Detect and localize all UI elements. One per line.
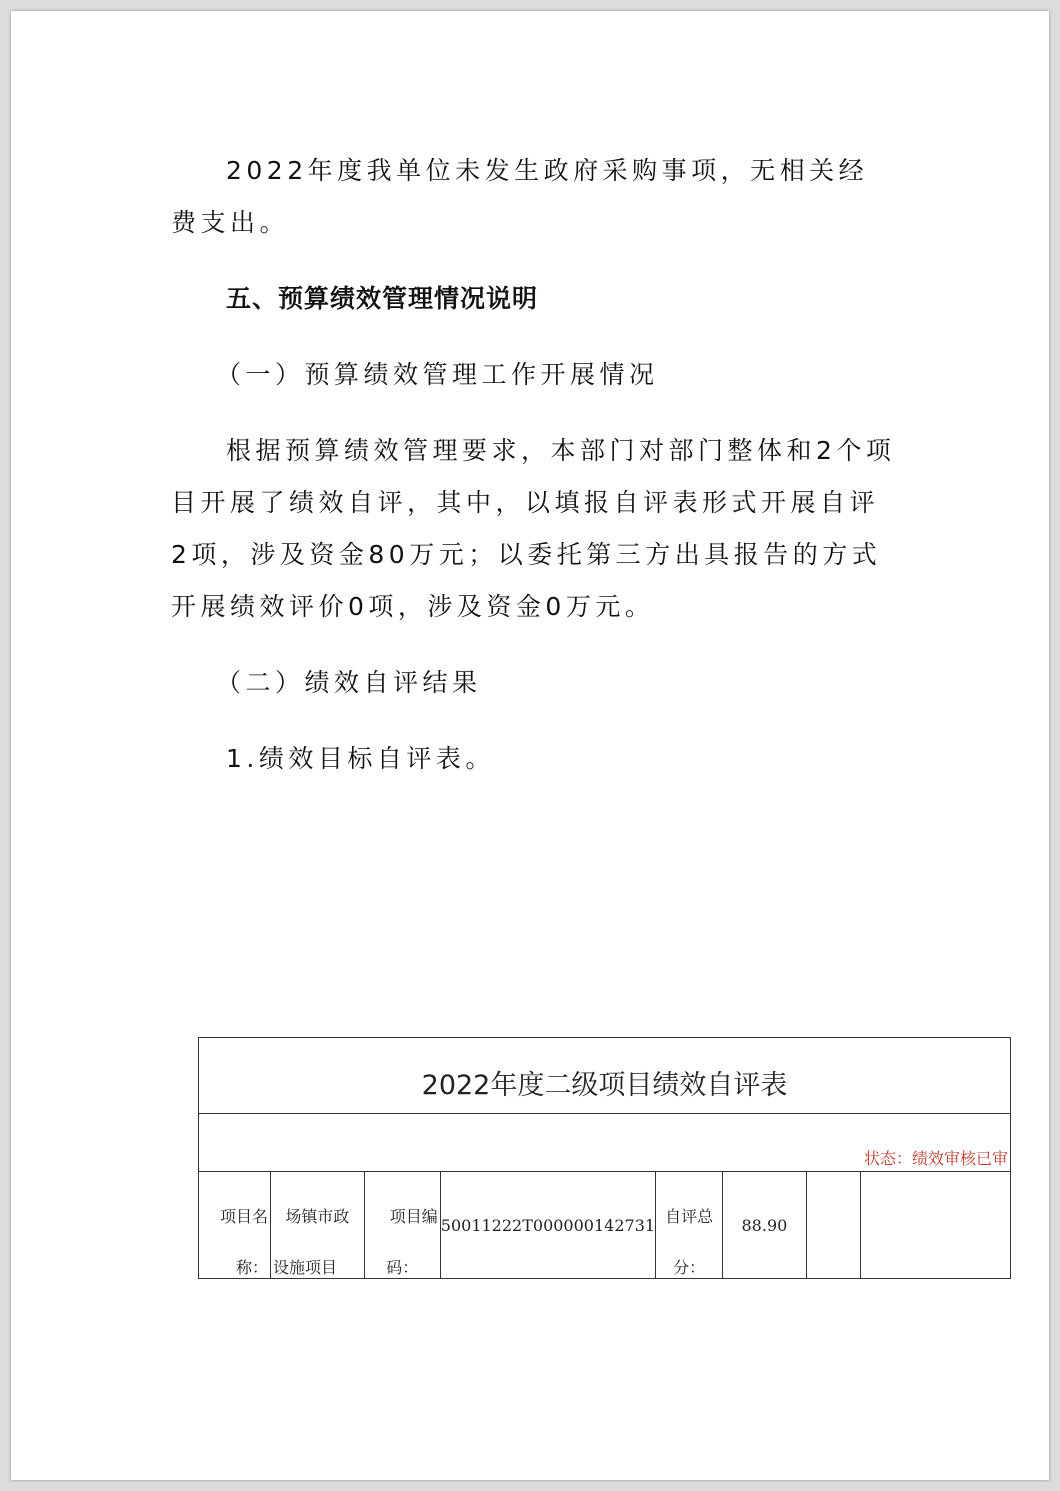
performance-self-evaluation-table bbox=[198, 1037, 1011, 1279]
item-1-paragraph: 1.绩效目标自评表。 bbox=[226, 744, 495, 773]
project-code-label-bottom: 码： bbox=[386, 1258, 419, 1277]
status-badge: 状态：绩效审核已审 bbox=[199, 1114, 1011, 1172]
score-label-top: 自评总 bbox=[665, 1207, 714, 1226]
score-value: 88.90 bbox=[723, 1172, 807, 1279]
section-5-heading: 五、预算绩效管理情况说明 bbox=[226, 284, 539, 313]
project-name-label-cell bbox=[199, 1172, 271, 1279]
empty-cell-2 bbox=[860, 1172, 1010, 1279]
project-code-value: 50011222T000000142731 bbox=[440, 1172, 655, 1279]
body-text bbox=[171, 145, 896, 785]
empty-cell-1 bbox=[806, 1172, 860, 1279]
project-name-label-bottom: 称： bbox=[236, 1258, 269, 1277]
project-code-label-top: 项目编 bbox=[389, 1207, 438, 1226]
procurement-paragraph: 2022年度我单位未发生政府采购事项，无相关经费支出。 bbox=[171, 156, 869, 237]
subsection-1-body: 根据预算绩效管理要求，本部门对部门整体和2个项目开展了绩效自评，其中，以填报自评表形式开展自评2项，涉及资金80万元；以委托第三方出具报告的方式开展绩效评价0项，涉及资金0万元。 bbox=[171, 436, 896, 621]
score-label-bottom: 分： bbox=[673, 1258, 706, 1277]
project-code-label-cell bbox=[364, 1172, 440, 1279]
subsection-2-heading: （二）绩效自评结果 bbox=[216, 668, 482, 697]
document-page bbox=[11, 11, 1049, 1480]
project-name-label-top: 项目名 bbox=[220, 1207, 269, 1226]
project-name-top: 场镇市政 bbox=[285, 1207, 350, 1226]
project-name-value-cell bbox=[271, 1172, 365, 1279]
score-label-cell bbox=[656, 1172, 723, 1279]
project-name-bottom: 设施项目 bbox=[273, 1258, 338, 1277]
subsection-1-heading: （一）预算绩效管理工作开展情况 bbox=[216, 360, 659, 389]
table-title: 2022年度二级项目绩效自评表 bbox=[199, 1038, 1011, 1114]
